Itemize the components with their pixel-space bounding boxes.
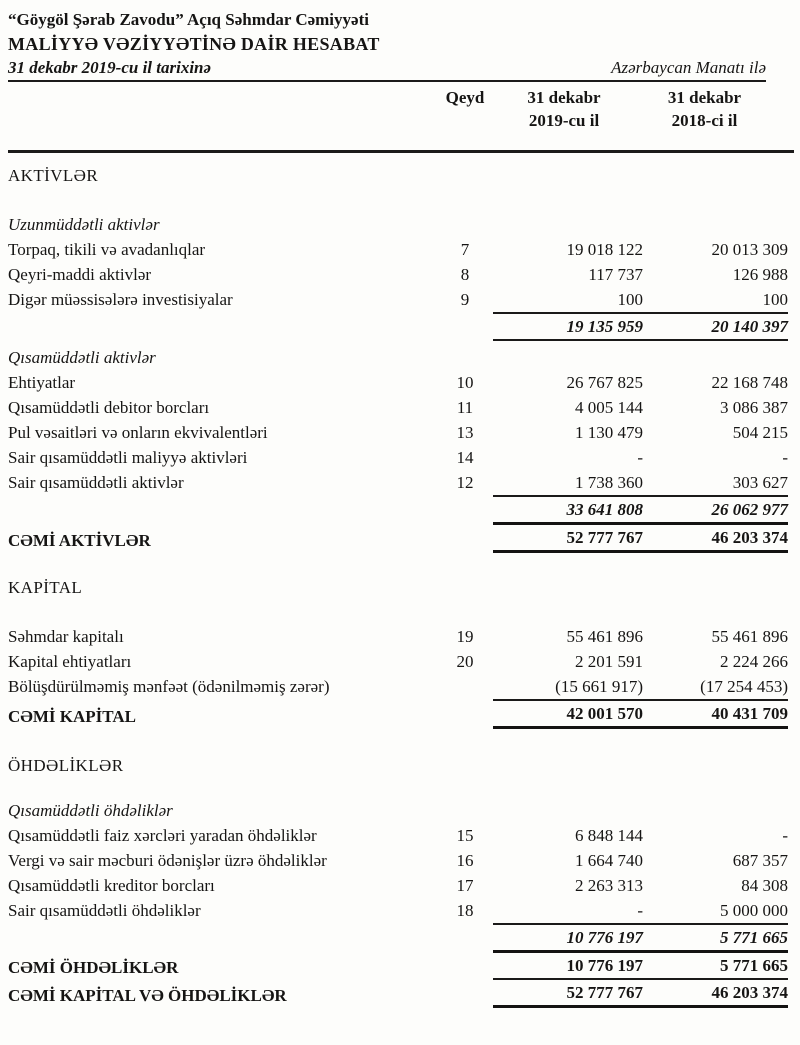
value-2019: 1 664 740 (575, 851, 643, 870)
value-2018: 100 (762, 290, 788, 309)
row-cemi-kapital (8, 699, 800, 729)
value-2018: 5 000 000 (720, 901, 788, 920)
row-cemi-ohdelikler (8, 953, 800, 980)
row-pul-vesaitleri (8, 420, 800, 445)
row-label: Sair qısamüddətli öhdəliklər (8, 901, 201, 920)
row-label: Səhmdar kapitalı (8, 627, 124, 646)
row-label: Qısamüddətli debitor borcları (8, 398, 210, 417)
row-label: Bölüşdürülməmiş mənfəət (ödənilməmiş zərər) (8, 677, 330, 696)
row-label: Digər müəssisələrə investisiyalar (8, 290, 233, 309)
value-2019: 2 263 313 (575, 876, 643, 895)
row-sair-qisamuddetli-aktivler (8, 470, 800, 495)
column-header-2018: 31 dekabr 2018-ci il (667, 88, 742, 130)
subsection-qisamuddetli-ohdelikler: Qısamüddətli öhdəliklər (8, 801, 173, 820)
row-sair-qisamuddetli-ohdelikler (8, 898, 800, 923)
row-label: Pul vəsaitləri və onların ekvivalentləri (8, 423, 268, 442)
section-header-aktivler: AKTİVLƏR (8, 166, 99, 185)
row-note-ref: 15 (456, 826, 474, 845)
row-note-ref: 7 (460, 240, 470, 259)
value-2019: 19 018 122 (566, 240, 643, 259)
row-note-ref: 8 (460, 265, 470, 284)
total-label: CƏMİ KAPİTAL VƏ ÖHDƏLİKLƏR (8, 986, 287, 1005)
row-vergi-ve-sair-mecburi-odenisler (8, 848, 800, 873)
currency-note: Azərbaycan Manatı ilə (611, 58, 766, 77)
value-2018: 84 308 (741, 876, 788, 895)
row-qeyri-maddi-aktivler (8, 262, 800, 287)
row-cemi-aktivler (8, 525, 800, 553)
column-header-note: Qeyd (445, 88, 485, 107)
row-label: Ehtiyatlar (8, 373, 76, 392)
row-ehtiyatlar (8, 370, 800, 395)
row-qisamuddetli-kreditor-borclari (8, 873, 800, 898)
row-note-ref: 14 (456, 448, 474, 467)
subtotal-2019: 33 641 808 (566, 500, 643, 519)
value-2019: 26 767 825 (566, 373, 643, 392)
row-sehmdar-kapitali (8, 624, 800, 649)
column-header-2019: 31 dekabr 2019-cu il (527, 88, 601, 130)
date-currency-row (8, 56, 766, 80)
row-note-ref: 20 (456, 652, 474, 671)
value-2019: - (637, 901, 643, 920)
row-note-ref: 19 (456, 627, 474, 646)
row-note-ref: 9 (460, 290, 470, 309)
subtotal-2019: 19 135 959 (566, 317, 643, 336)
subtotal-2018: 20 140 397 (711, 317, 788, 336)
row-note-ref: 10 (456, 373, 474, 392)
value-2019: 100 (617, 290, 643, 309)
value-2018: 55 461 896 (711, 627, 788, 646)
value-2019: 1 130 479 (575, 423, 643, 442)
value-2018: 687 357 (732, 851, 788, 870)
row-label: Qeyri-maddi aktivlər (8, 265, 152, 284)
row-kapital-ehtiyatlari (8, 649, 800, 674)
subtotal-2018: 5 771 665 (720, 928, 788, 947)
subsection-qisamuddetli-aktivler: Qısamüddətli aktivlər (8, 348, 156, 367)
value-2018: 303 627 (732, 473, 788, 492)
row-note-ref: 13 (456, 423, 474, 442)
value-2019: 1 738 360 (575, 473, 643, 492)
value-2018: - (782, 826, 788, 845)
value-2019: 4 005 144 (575, 398, 643, 417)
subtotal-2018: 26 062 977 (711, 500, 788, 519)
row-label: Qısamüddətli kreditor borcları (8, 876, 215, 895)
total-2018: 40 431 709 (711, 704, 788, 723)
total-2019: 10 776 197 (566, 956, 643, 975)
subtotal-2019: 10 776 197 (566, 928, 643, 947)
section-header-ohdelikler: ÖHDƏLİKLƏR (8, 756, 124, 775)
header-rule (8, 80, 766, 82)
value-2019: - (637, 448, 643, 467)
value-2018: 20 013 309 (711, 240, 788, 259)
value-2018: 3 086 387 (720, 398, 788, 417)
total-2018: 46 203 374 (711, 528, 788, 547)
row-note-ref: 17 (456, 876, 474, 895)
value-2019: 55 461 896 (566, 627, 643, 646)
value-2019: 6 848 144 (575, 826, 643, 845)
row-note-ref: 18 (456, 901, 474, 920)
value-2019: 117 737 (588, 265, 643, 284)
total-2018: 5 771 665 (720, 956, 788, 975)
table-top-rule (8, 150, 794, 153)
row-uzunmuddetli-subtotal (8, 312, 800, 341)
row-note-ref: 12 (456, 473, 474, 492)
row-ohdelikler-subtotal (8, 923, 800, 953)
row-torpaq-tikili-ve-avadanliqlar (8, 237, 800, 262)
total-2019: 52 777 767 (566, 528, 643, 547)
value-2019: 2 201 591 (575, 652, 643, 671)
row-sair-qisamuddetli-maliyye-aktivleri (8, 445, 800, 470)
row-label: Vergi və sair məcburi ödənişlər üzrə öhdəliklər (8, 851, 327, 870)
total-2019: 52 777 767 (566, 983, 643, 1002)
as-of-date: 31 dekabr 2019-cu il tarixinə (8, 58, 212, 77)
row-label: Torpaq, tikili və avadanlıqlar (8, 240, 206, 259)
total-2019: 42 001 570 (566, 704, 643, 723)
total-label: CƏMİ KAPİTAL (8, 707, 136, 726)
row-diger-muessiselere-investisiyalar (8, 287, 800, 312)
value-2019: (15 661 917) (555, 677, 643, 696)
value-2018: - (782, 448, 788, 467)
table-column-headers (8, 86, 800, 132)
row-label: Qısamüddətli faiz xərcləri yaradan öhdəliklər (8, 826, 317, 845)
section-header-kapital: KAPİTAL (8, 578, 83, 597)
row-qisamuddetli-debitor-borclari (8, 395, 800, 420)
company-name: “Göygöl Şərab Zavodu” Açıq Səhmdar Cəmiyyəti (8, 10, 369, 29)
value-2018: (17 254 453) (700, 677, 788, 696)
row-bolusdurulmemis-menfeet (8, 674, 800, 699)
report-title: MALİYYƏ VƏZİYYƏTİNƏ DAİR HESABAT (8, 34, 380, 54)
row-qisamuddetli-faiz-xercleri (8, 823, 800, 848)
value-2018: 22 168 748 (711, 373, 788, 392)
row-note-ref: 16 (456, 851, 474, 870)
subsection-uzunmuddetli-aktivler: Uzunmüddətli aktivlər (8, 215, 160, 234)
total-label: CƏMİ AKTİVLƏR (8, 531, 151, 550)
value-2018: 504 215 (732, 423, 788, 442)
value-2018: 2 224 266 (720, 652, 788, 671)
row-label: Sair qısamüddətli maliyyə aktivləri (8, 448, 248, 467)
total-2018: 46 203 374 (711, 983, 788, 1002)
row-qisamuddetli-subtotal (8, 495, 800, 525)
row-label: Kapital ehtiyatları (8, 652, 132, 671)
row-cemi-kapital-ve-ohdelikler (8, 980, 800, 1008)
value-2018: 126 988 (732, 265, 788, 284)
row-note-ref: 11 (456, 398, 474, 417)
total-label: CƏMİ ÖHDƏLİKLƏR (8, 958, 179, 977)
row-label: Sair qısamüddətli aktivlər (8, 473, 184, 492)
